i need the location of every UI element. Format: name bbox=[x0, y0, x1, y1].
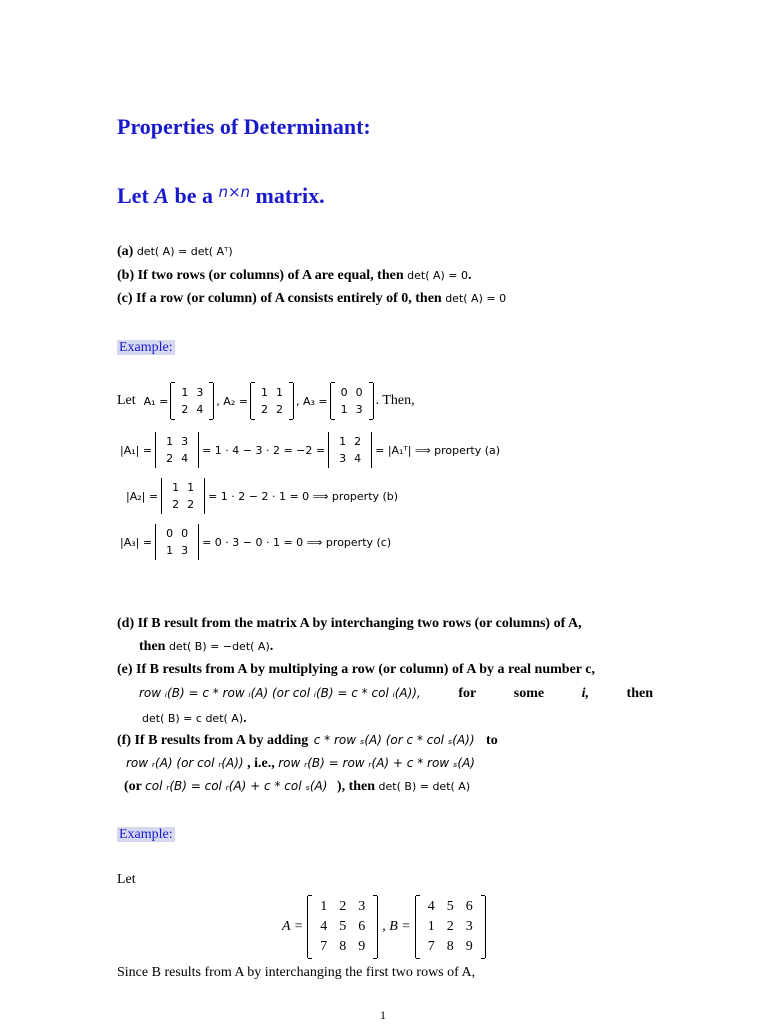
subtitle-mid: be a bbox=[168, 183, 219, 208]
matrix-cell: 4 bbox=[181, 452, 189, 465]
property-f-equation-3: row ᵣ(B) = row ᵣ(A) + c * row ₛ(A) bbox=[278, 756, 475, 770]
property-f-ie: , i.e., bbox=[247, 756, 275, 771]
matrix-cell: 4 bbox=[427, 899, 435, 914]
matrix-cell: 7 bbox=[427, 939, 435, 954]
matrix-cell: 2 bbox=[260, 403, 268, 416]
page-title: Properties of Determinant: bbox=[117, 114, 371, 139]
matrix-cell: 0 bbox=[181, 527, 189, 540]
det-A1-lhs: |A₁| = bbox=[120, 443, 153, 457]
matrix-cell: 5 bbox=[446, 899, 454, 914]
property-f-equation-5: det( B) = det( A) bbox=[378, 780, 471, 793]
property-b: (b) If two rows (or columns) of A are equal, then det( A) = 0. bbox=[117, 268, 472, 283]
matrix-cell: 3 bbox=[196, 386, 204, 399]
subtitle-pre: Let bbox=[117, 183, 155, 208]
subtitle-A: A bbox=[154, 183, 169, 208]
matrix-cell: 1 bbox=[187, 481, 195, 494]
det-A3-matrix bbox=[155, 524, 199, 560]
example1-definitions bbox=[117, 383, 415, 419]
matrix-cell: 3 bbox=[355, 403, 363, 416]
property-e-conclusion: det( B) = c det( A). bbox=[142, 711, 247, 726]
matrix-A2-name: , A₂ = bbox=[216, 394, 248, 408]
det-A1-matrix bbox=[155, 432, 199, 468]
matrix-cell: 8 bbox=[446, 939, 454, 954]
property-e: (e) If B results from A by multiplying a row (or column) of A by a real number c, bbox=[117, 662, 595, 677]
subtitle-nxn: n×n bbox=[218, 183, 251, 201]
example-heading-1 bbox=[117, 338, 175, 356]
property-f-line3 bbox=[124, 779, 470, 795]
matrix-cell: 3 bbox=[339, 452, 347, 465]
matrix-cell: 0 bbox=[340, 386, 348, 399]
matrix-cell: 0 bbox=[166, 527, 174, 540]
example2-let: Let bbox=[117, 872, 136, 887]
matrix-A-name: A = bbox=[282, 919, 304, 934]
page-number: 1 bbox=[380, 1008, 386, 1022]
matrix-A2 bbox=[250, 383, 294, 419]
det-A2-lhs: |A₂| = bbox=[126, 489, 159, 503]
det-A1-computation: = 1 · 4 − 3 · 2 = −2 = bbox=[202, 443, 326, 457]
property-f-text: (f) If B results from A by adding bbox=[117, 733, 309, 748]
section-subtitle bbox=[117, 183, 325, 209]
matrix-cell: 1 bbox=[320, 899, 328, 914]
matrix-cell: 4 bbox=[320, 919, 328, 934]
det-A2-result: = 1 · 2 − 2 · 1 = 0 ⟹ property (b) bbox=[208, 489, 399, 503]
example-label: Example: bbox=[119, 340, 173, 355]
matrix-cell: 9 bbox=[358, 939, 366, 954]
matrix-cell: 3 bbox=[358, 899, 366, 914]
matrix-cell: 5 bbox=[339, 919, 347, 934]
matrix-cell: 0 bbox=[355, 386, 363, 399]
property-d-equation: det( B) = −det( A) bbox=[168, 640, 270, 653]
property-e-some: some bbox=[513, 686, 545, 701]
property-a bbox=[117, 244, 233, 260]
property-c-text: (c) If a row (or column) of A consists entirely of 0, then bbox=[117, 291, 442, 306]
matrix-cell: 3 bbox=[181, 544, 189, 557]
matrix-B bbox=[415, 896, 486, 958]
matrix-A1-name: A₁ = bbox=[143, 394, 169, 408]
matrix-cell: 2 bbox=[181, 403, 189, 416]
example-label: Example: bbox=[119, 827, 173, 842]
matrix-cell: 2 bbox=[354, 435, 362, 448]
matrix-cell: 2 bbox=[339, 899, 347, 914]
matrix-cell: 8 bbox=[339, 939, 347, 954]
matrix-cell: 1 bbox=[172, 481, 180, 494]
matrix-cell: 1 bbox=[340, 403, 348, 416]
property-e-condition bbox=[139, 686, 653, 702]
property-c bbox=[117, 291, 506, 307]
property-d-then: then bbox=[139, 639, 166, 654]
matrix-cell: 2 bbox=[187, 498, 195, 511]
det-A1-transpose-matrix bbox=[328, 432, 372, 468]
matrix-cell: 1 bbox=[260, 386, 268, 399]
property-d-conclusion: then det( B) = −det( A). bbox=[139, 639, 274, 654]
det-A2-matrix bbox=[161, 478, 205, 514]
property-f-equation-2: row ᵣ(A) (or col ᵣ(A)) bbox=[126, 756, 244, 770]
property-a-equation: det( A) = det( Aᵀ) bbox=[136, 245, 233, 258]
example-heading-2 bbox=[117, 825, 175, 843]
matrix-cell: 4 bbox=[196, 403, 204, 416]
matrix-cell: 1 bbox=[166, 435, 174, 448]
matrix-cell: 9 bbox=[465, 939, 473, 954]
property-c-equation: det( A) = 0 bbox=[445, 292, 507, 305]
property-f-equation-1: c * row ₛ(A) (or c * col ₛ(A)) bbox=[313, 733, 475, 747]
property-e-then: then bbox=[626, 686, 653, 701]
matrix-cell: 3 bbox=[465, 919, 473, 934]
matrix-cell: 2 bbox=[166, 452, 174, 465]
matrix-cell: 1 bbox=[427, 919, 435, 934]
matrix-A3-name: , A₃ = bbox=[295, 394, 328, 408]
example1-then: . Then, bbox=[375, 393, 415, 408]
property-f bbox=[117, 733, 498, 749]
matrix-cell: 1 bbox=[339, 435, 347, 448]
determinant-line-3 bbox=[120, 524, 391, 560]
property-f-equation-4: col ᵣ(B) = col ᵣ(A) + c * col ₛ(A) bbox=[145, 779, 328, 793]
matrix-cell: 6 bbox=[358, 919, 366, 934]
property-b-equation: det( A) = 0 bbox=[407, 269, 469, 282]
matrix-B-name: , B = bbox=[382, 919, 411, 934]
matrix-cell: 4 bbox=[354, 452, 362, 465]
property-e-i: i, bbox=[581, 686, 590, 701]
property-d: (d) If B result from the matrix A by interchanging two rows (or columns) of A, bbox=[117, 616, 582, 631]
property-f-then: ), then bbox=[336, 779, 376, 794]
property-a-label: (a) bbox=[117, 244, 134, 259]
matrix-cell: 1 bbox=[275, 386, 283, 399]
example1-let: Let bbox=[117, 393, 136, 408]
matrix-A1 bbox=[170, 383, 214, 419]
matrix-cell: 1 bbox=[166, 544, 174, 557]
property-e-equation-1: row ᵢ(B) = c * row ᵢ(A) (or col ᵢ(B) = c * col ᵢ(A)), bbox=[139, 686, 421, 700]
matrix-cell: 6 bbox=[465, 899, 473, 914]
matrix-A3 bbox=[330, 383, 374, 419]
matrix-cell: 7 bbox=[320, 939, 328, 954]
det-A3-result: = 0 · 3 − 0 · 1 = 0 ⟹ property (c) bbox=[202, 535, 392, 549]
matrix-cell: 2 bbox=[275, 403, 283, 416]
det-A1-result: = |A₁ᵀ| ⟹ property (a) bbox=[375, 443, 501, 457]
property-f-or: (or bbox=[124, 779, 142, 794]
matrix-cell: 2 bbox=[446, 919, 454, 934]
property-f-to: to bbox=[486, 733, 498, 748]
property-e-for: for bbox=[458, 686, 477, 701]
matrix-cell: 3 bbox=[181, 435, 189, 448]
example2-since: Since B results from A by interchanging the first two rows of A, bbox=[117, 965, 476, 980]
det-A3-lhs: |A₃| = bbox=[120, 535, 153, 549]
determinant-line-2 bbox=[126, 478, 398, 514]
matrix-A bbox=[307, 896, 378, 958]
determinant-line-1 bbox=[120, 432, 500, 468]
property-f-line2 bbox=[126, 756, 475, 772]
subtitle-post: matrix. bbox=[250, 183, 325, 208]
matrix-cell: 1 bbox=[181, 386, 189, 399]
matrix-cell: 2 bbox=[172, 498, 180, 511]
property-e-equation-2: det( B) = c det( A) bbox=[142, 712, 244, 725]
property-b-text: (b) If two rows (or columns) of A are equal, then bbox=[117, 268, 404, 283]
example2-matrices bbox=[282, 896, 486, 958]
